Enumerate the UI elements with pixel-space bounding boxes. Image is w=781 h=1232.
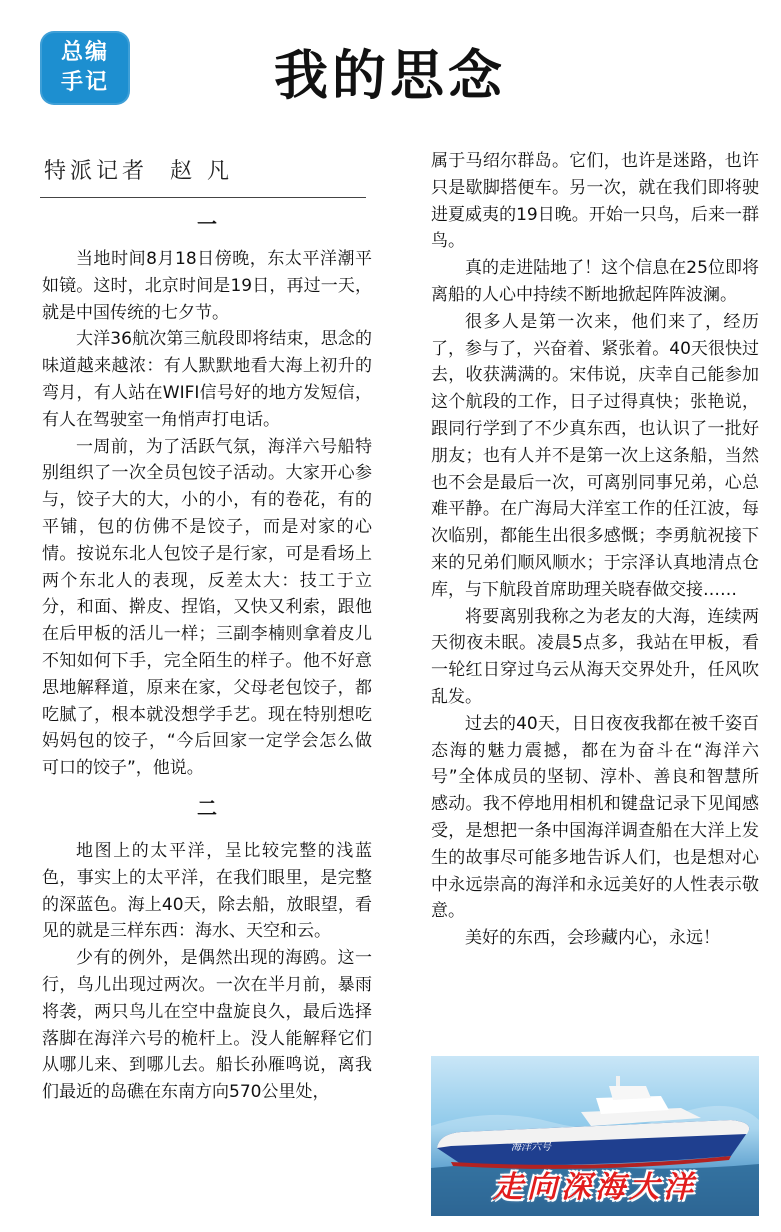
section-number-1: 一 (197, 212, 217, 236)
right-column (431, 148, 759, 952)
byline-divider (40, 197, 366, 198)
paragraph-continued: 属于马绍尔群岛。它们，也许是迷路，也许只是歇脚搭便车。另一次，就在我们即将驶进夏威夷的19日晚。开始一只鸟，后来一群鸟。 (431, 151, 759, 252)
paragraph: 地图上的太平洋，呈比较完整的浅蓝色，事实上的太平洋，在我们眼里，是完整的深蓝色。海上40天，除去船，放眼望，看见的就是三样东西：海水、天空和云。 (42, 840, 372, 942)
hull-name: 海洋六号 (511, 1142, 551, 1153)
paragraph: 一周前，为了活跃气氛，海洋六号船特别组织了一次全员包饺子活动。大家开心参与，饺子大的大，小的小，有的卷花，有的平铺，包的仿佛不是饺子，而是对家的心情。按说东北人包饺子是行家，可是看场上两个东北人的表现，反差太大：技工于立分，和面、擀皮、捏馅，又快又利索，跟他在后甲板的活儿一样；三副李楠则拿着皮儿不知如何下手，完全陌生的样子。他不好意思地解释道，原来在家，父母老包饺子，都吃腻了，根本就没想学手艺。现在特别想吃妈妈包的饺子，“今后回家一定学会怎么做可口的饺子”，他说。 (42, 436, 372, 779)
paragraph: 过去的40天，日日夜夜我都在被千姿百态海的魅力震撼，都在为奋斗在“海洋六号”全体成员的坚韧、淳朴、善良和智慧所感动。我不停地用相机和键盘记录下见闻感受，是想把一条中国海洋调查船在大洋上发生的故事尽可能多地告诉人们，也是想对心中永远崇高的海洋和永远美好的人性表示敬意。 (431, 713, 759, 922)
paragraph: 少有的例外，是偶然出现的海鸥。这一行，鸟儿出现过两次。一次在半月前，暴雨将袭，两只鸟儿在空中盘旋良久，最后选择落脚在海洋六号的桅杆上。没人能解释它们从哪儿来、到哪儿去。船长孙雁鸣说，离我们最近的岛礁在东南方向570公里处， (42, 948, 372, 1103)
paragraph: 大洋36航次第三航段即将结束，思念的味道越来越浓：有人默默地看大海上初升的弯月，有人站在WIFI信号好的地方发短信，有人在驾驶室一角悄声打电话。 (42, 329, 372, 430)
ship-photo (431, 1056, 759, 1216)
byline: 特派记者 赵 凡 (44, 159, 233, 184)
paragraph: 将要离别我称之为老友的大海，连续两天彻夜未眠。凌晨5点多，我站在甲板，看一轮红日穿过乌云从海天交界处升，任风吹乱发。 (431, 606, 759, 707)
section-number-2: 二 (197, 795, 217, 820)
photo-caption: 走向深海大洋 (493, 1170, 697, 1205)
paragraph: 很多人是第一次来，他们来了，经历了，参与了，兴奋着、紧张着。40天很快过去，收获满满的。宋伟说，庆幸自己能参加这个航段的工作，日子过得真快；张艳说，跟同行学到了不少真东西，也认识了一批好朋友；也有人并不是第一次上这条船，当然也不会是最后一次，可离别同事兄弟，心总难平静。在广海局大洋室工作的任江波，每次临别，都能生出很多感慨；李勇航祝接下来的兄弟们顺风顺水；于宗泽认真地清点仓库，与下航段首席助理关晓春做交接…… (431, 311, 759, 600)
paragraph: 当地时间8月18日傍晚，东太平洋潮平如镜。这时，北京时间是19日，再过一天，就是中国传统的七夕节。 (42, 249, 372, 323)
paragraph: 真的走进陆地了！这个信息在25位即将离船的人心中持续不断地掀起阵阵波澜。 (431, 258, 759, 305)
badge-line-1: 总编 (60, 40, 109, 65)
badge-line-2: 手记 (60, 70, 109, 95)
article-title: 我的思念 (274, 43, 506, 107)
column-badge (40, 31, 130, 105)
left-column (42, 212, 372, 1106)
paragraph: 美好的东西，会珍藏内心，永远！ (465, 928, 720, 949)
